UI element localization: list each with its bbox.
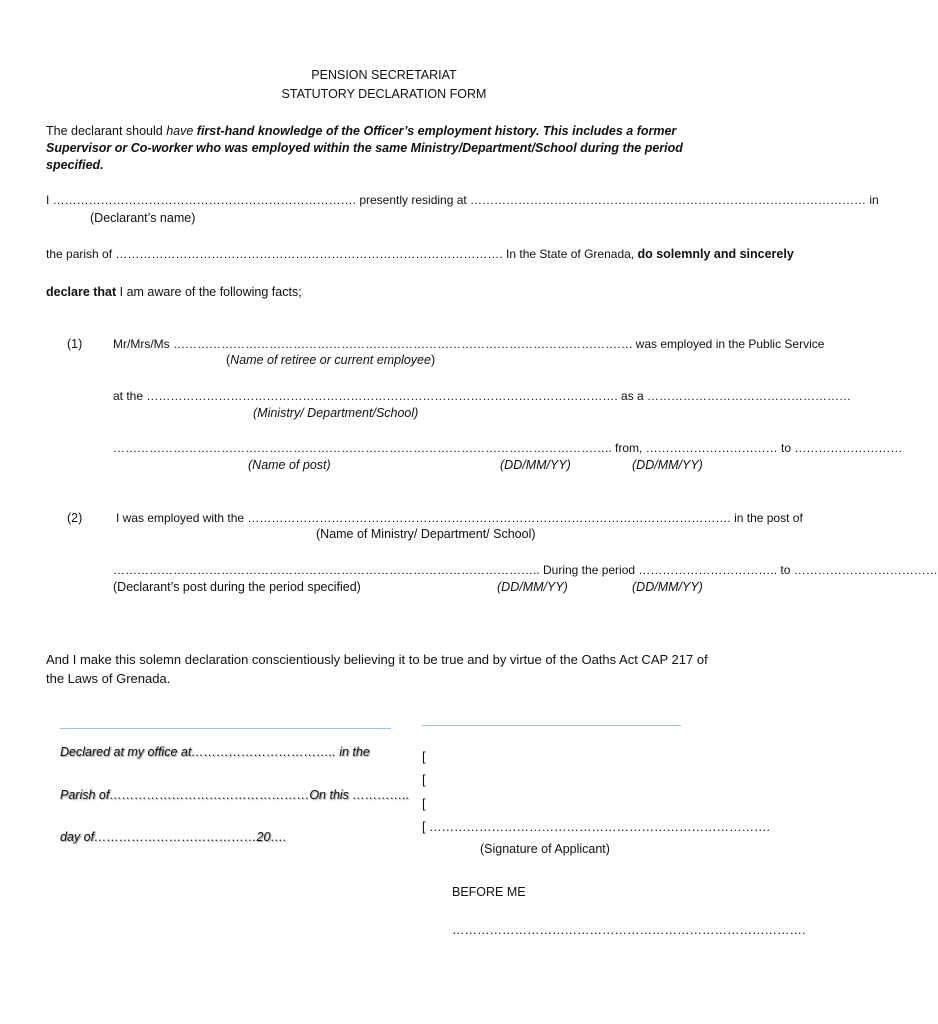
declarant-name-caption: (Declarant’s name) bbox=[90, 211, 196, 225]
declarant-name-residence-line[interactable]: I …………………………………………………………………. presently residing at ……………………………………………………………………………………… in bbox=[46, 193, 879, 207]
intro-have: have bbox=[166, 124, 194, 138]
intro-paragraph bbox=[46, 123, 726, 174]
item-1-employee-caption bbox=[226, 353, 435, 367]
declared-day-line[interactable]: day of…………………………………20…. bbox=[60, 830, 287, 844]
right-divider bbox=[422, 725, 681, 726]
declare-line bbox=[46, 285, 302, 299]
declare-rest: I am aware of the following facts; bbox=[116, 285, 302, 299]
before-me-label: BEFORE ME bbox=[452, 885, 526, 899]
caption-text: Name of retiree or current employee bbox=[230, 353, 431, 367]
solemnly-text: do solemnly and sincerely bbox=[637, 247, 794, 261]
form-heading-title: STATUTORY DECLARATION FORM bbox=[281, 87, 487, 101]
signature-bracket-3: [ bbox=[422, 796, 426, 811]
declare-that: declare that bbox=[46, 285, 117, 299]
item-1-post-dates-line[interactable]: …………………………………………………………………………………………………………….. from, …………………………… to ……………………… bbox=[113, 441, 903, 455]
item-1-post-caption: (Name of post) bbox=[248, 458, 331, 472]
item-1-number: (1) bbox=[67, 337, 83, 351]
item-1-to-caption: (DD/MM/YY) bbox=[632, 458, 703, 472]
signature-line[interactable]: [ ………………………………………………………………………. bbox=[422, 820, 770, 834]
parish-text: the parish of ……………………………………………………………………………………. In the State of Grenada, bbox=[46, 247, 638, 261]
item-1-from-caption: (DD/MM/YY) bbox=[500, 458, 571, 472]
item-2-post-caption: (Declarant’s post during the period specified) bbox=[113, 580, 361, 594]
declared-office-line[interactable]: Declared at my office at…………………………….. in the bbox=[60, 745, 370, 759]
form-heading-secretariat: PENSION SECRETARIAT bbox=[311, 68, 457, 82]
intro-requirement: first-hand knowledge of the Officer’s employment history. This includes a former Supervisor or Co-worker who was employed within the same Ministry/Department/School during the period specified. bbox=[46, 124, 683, 172]
signature-caption: (Signature of Applicant) bbox=[480, 842, 610, 856]
item-2-to-caption: (DD/MM/YY) bbox=[632, 580, 703, 594]
intro-prefix: The declarant should bbox=[46, 124, 167, 138]
item-2-ministry-line[interactable]: I was employed with the …………………………………………………………………………………………………………. in the post of bbox=[116, 511, 803, 525]
item-2-from-caption: (DD/MM/YY) bbox=[497, 580, 568, 594]
signature-bracket-2: [ bbox=[422, 772, 426, 787]
witness-signature-line[interactable]: …………………………………………………………………………. bbox=[452, 923, 806, 937]
item-2-ministry-caption: (Name of Ministry/ Department/ School) bbox=[316, 527, 536, 541]
item-1-ministry-caption: (Ministry/ Department/School) bbox=[253, 406, 419, 420]
caption-close: ) bbox=[430, 353, 436, 367]
closing-paragraph: And I make this solemn declaration conscientiously believing it to be true and by virtue of the Oaths Act CAP 217 of the Laws of Grenada. bbox=[46, 652, 708, 686]
item-2-post-period-line[interactable]: …………………………………………………………………………………………….. During the period …………………………….. to ……………………………… bbox=[113, 563, 938, 577]
parish-line[interactable] bbox=[46, 247, 794, 261]
item-1-ministry-line[interactable]: at the ………………………………………………………………………………………………………. as a …………………………………………… bbox=[113, 389, 852, 403]
declared-parish-line[interactable]: Parish of…………………………………………On this ………….. bbox=[60, 788, 410, 802]
item-2-number: (2) bbox=[67, 511, 83, 525]
caption-open: ( bbox=[226, 353, 231, 367]
signature-bracket-1: [ bbox=[422, 749, 426, 764]
item-1-employee-line[interactable]: Mr/Mrs/Ms ……………………………………………………………………………………………………. was employed in the Public Service bbox=[113, 337, 825, 351]
left-divider bbox=[60, 728, 391, 729]
